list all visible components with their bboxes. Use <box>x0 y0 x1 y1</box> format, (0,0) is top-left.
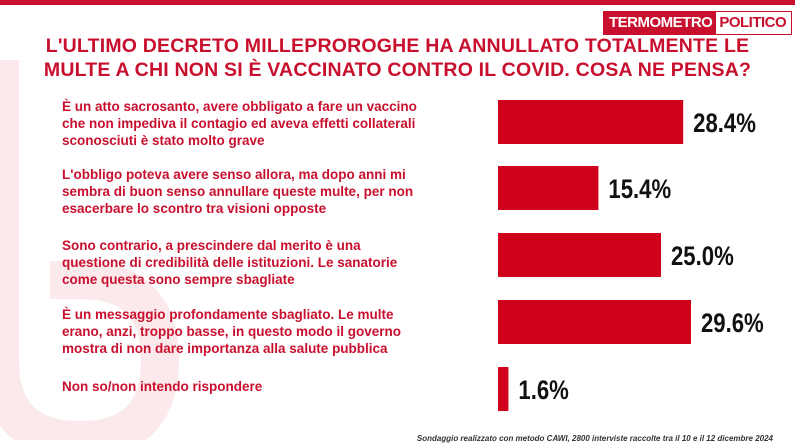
value-label-5: 1.6% <box>518 376 569 406</box>
category-label-line: È un messaggio profondamente sbagliato. Le multe <box>62 307 394 322</box>
category-label-line: sembra di buon senso annullare queste multe, per non <box>62 184 414 199</box>
category-label-line: È un atto sacrosanto, avere obbligato a fare un vaccino <box>62 99 417 114</box>
bar-5 <box>498 367 508 411</box>
category-label-line: questione di credibilità delle istituzioni. Le sanatorie <box>62 255 398 270</box>
bar-4 <box>498 300 691 344</box>
value-label-1: 28.4% <box>693 109 756 139</box>
category-label-line: esacerbare lo scontro tra visioni opposte <box>62 201 327 216</box>
category-label-line: che non impediva il contagio ed aveva effetti collaterali <box>62 116 416 131</box>
category-label-line: L'obbligo poteva avere senso allora, ma dopo anni mi <box>62 167 406 182</box>
category-label-line: erano, anzi, troppo basse, in questo modo il governo <box>62 324 402 339</box>
value-label-3: 25.0% <box>671 242 734 272</box>
title-line-2: MULTE A CHI NON SI È VACCINATO CONTRO IL COVID. COSA NE PENSA? <box>43 59 752 81</box>
value-label-2: 15.4% <box>608 175 672 205</box>
category-label-line: Non so/non intendo rispondere <box>62 379 263 394</box>
value-label-4: 29.6% <box>701 309 764 339</box>
bar-1 <box>498 100 683 144</box>
title-line-1: L'ULTIMO DECRETO MILLEPROROGHE HA ANNULLATO TOTALMENTE LE <box>45 35 750 57</box>
footnote: Sondaggio realizzato con metodo CAWI, 2800 interviste raccolte tra il 10 e il 12 dicembre 2024 <box>416 434 773 443</box>
bar-3 <box>498 233 661 277</box>
logo-part1: TERMOMETRO <box>604 12 716 34</box>
bar-2 <box>498 166 598 210</box>
category-label-line: Sono contrario, a prescindere dal merito è una <box>62 238 361 253</box>
category-label-line: come questa sono sempre sbagliate <box>62 272 295 287</box>
category-label-line: mostra di non dare importanza alla salute pubblica <box>62 341 388 356</box>
category-label-line: sconosciuti è stato molto grave <box>62 133 265 148</box>
logo-part2: POLITICO <box>716 12 791 34</box>
